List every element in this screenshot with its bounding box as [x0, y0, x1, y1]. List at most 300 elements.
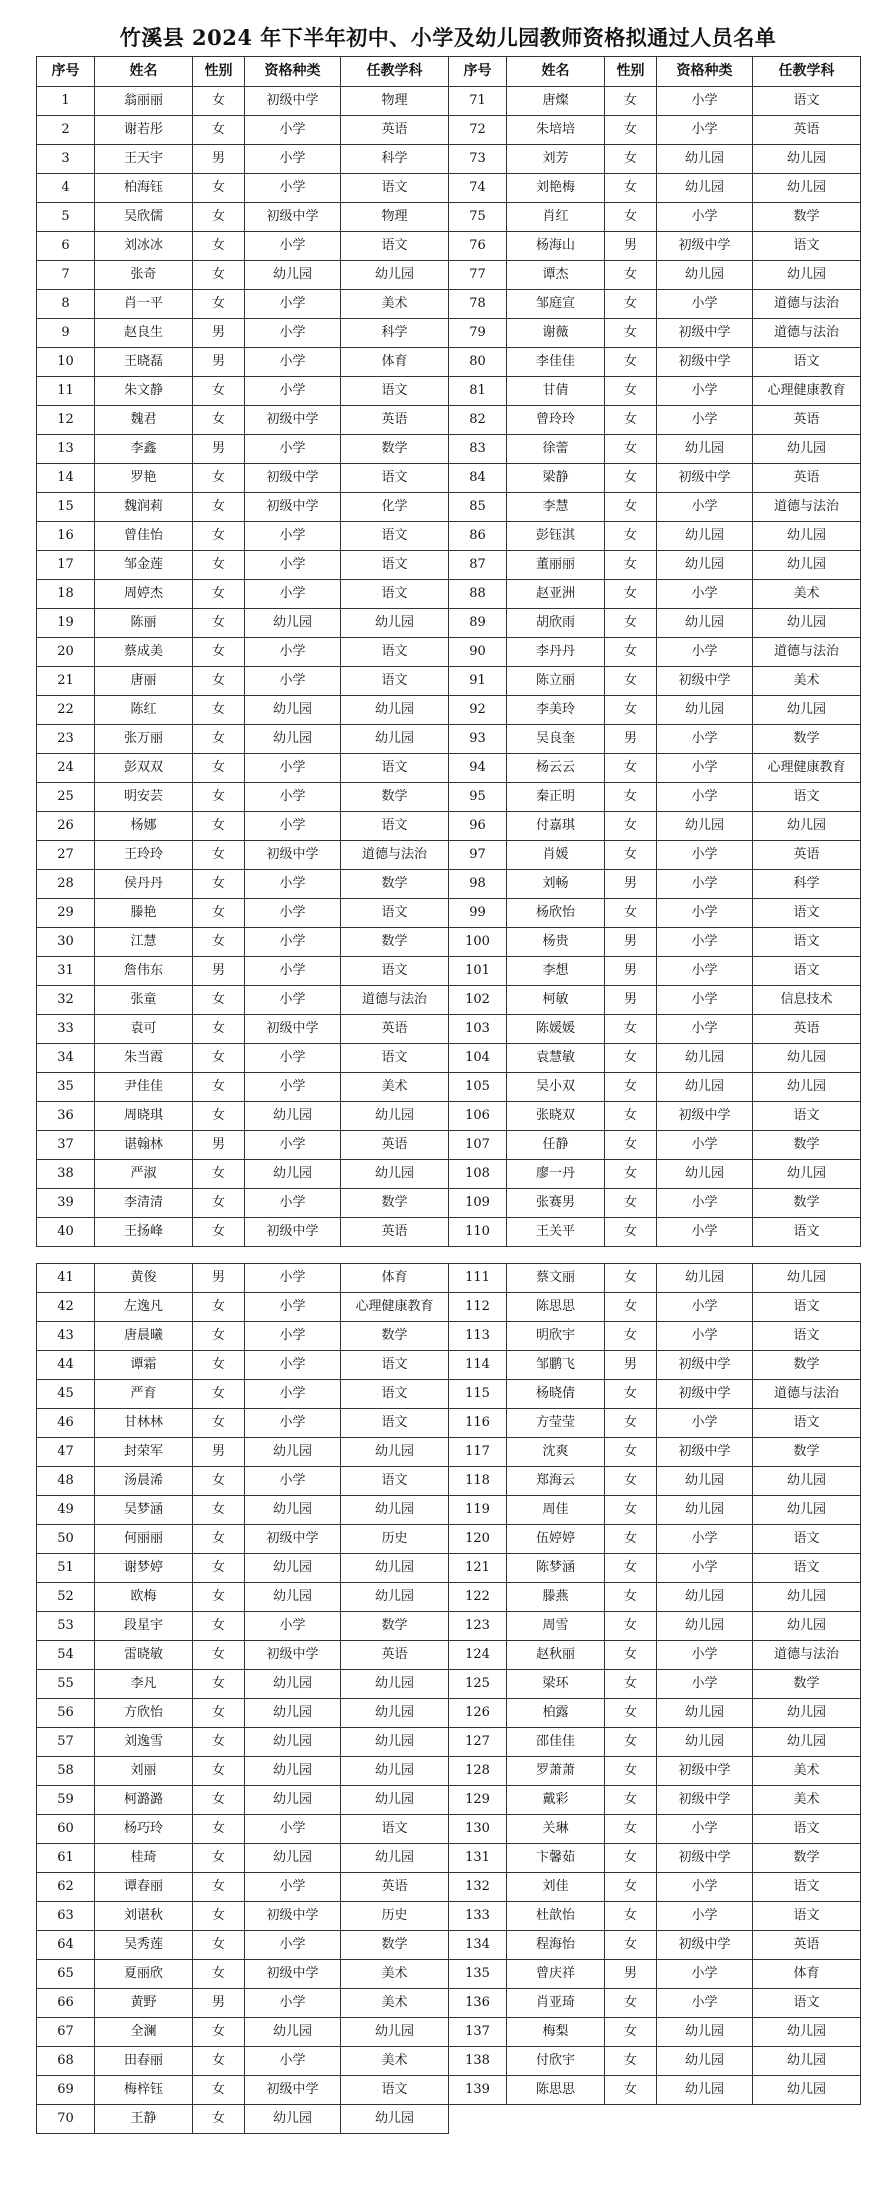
gender-cell: 女: [193, 1525, 245, 1554]
qualification-cell: 幼儿园: [245, 1583, 341, 1612]
name-cell: 何丽丽: [95, 1525, 193, 1554]
name-cell: 全澜: [95, 2018, 193, 2047]
gender-cell: 女: [605, 1293, 657, 1322]
gender-cell: 女: [193, 1467, 245, 1496]
seq-cell: 86: [449, 522, 507, 551]
seq-cell: 17: [37, 551, 95, 580]
subject-cell: 幼儿园: [341, 1438, 449, 1467]
seq-cell: 20: [37, 638, 95, 667]
qualification-cell: 小学: [657, 1902, 753, 1931]
gender-cell: 女: [605, 174, 657, 203]
gender-cell: 女: [605, 667, 657, 696]
subject-cell: 幼儿园: [753, 1044, 861, 1073]
gender-cell: 女: [605, 1015, 657, 1044]
subject-cell: 语文: [753, 1218, 861, 1247]
subject-cell: 语文: [341, 812, 449, 841]
name-cell: 唐晨曦: [95, 1322, 193, 1351]
qualification-cell: 幼儿园: [657, 609, 753, 638]
seq-cell: 78: [449, 290, 507, 319]
seq-cell: 29: [37, 899, 95, 928]
subject-cell: 语文: [341, 377, 449, 406]
subject-cell: 语文: [341, 522, 449, 551]
table-row: [37, 957, 861, 986]
name-cell: 彭钰淇: [507, 522, 605, 551]
qualification-cell: 幼儿园: [657, 145, 753, 174]
subject-cell: 科学: [341, 319, 449, 348]
name-cell: 张晓双: [507, 1102, 605, 1131]
qualification-cell: 小学: [245, 1264, 341, 1293]
qualification-cell: 小学: [245, 377, 341, 406]
gender-cell: 女: [193, 261, 245, 290]
seq-cell: 114: [449, 1351, 507, 1380]
subject-cell: 心理健康教育: [341, 1293, 449, 1322]
gender-cell: 女: [605, 1699, 657, 1728]
empty-cell: [605, 2105, 657, 2134]
name-cell: 朱培培: [507, 116, 605, 145]
subject-cell: 幼儿园: [753, 1160, 861, 1189]
gender-cell: 女: [193, 1844, 245, 1873]
qualification-cell: 初级中学: [245, 2076, 341, 2105]
seq-cell: 137: [449, 2018, 507, 2047]
gender-cell: 男: [193, 1264, 245, 1293]
subject-cell: 英语: [753, 1931, 861, 1960]
qualification-cell: 小学: [657, 1189, 753, 1218]
qualification-cell: 小学: [245, 870, 341, 899]
qualification-cell: 小学: [657, 957, 753, 986]
gender-cell: 女: [605, 1844, 657, 1873]
subject-cell: 幼儿园: [341, 1102, 449, 1131]
name-cell: 杨欣怡: [507, 899, 605, 928]
qualification-cell: 小学: [657, 928, 753, 957]
seq-cell: 64: [37, 1931, 95, 1960]
seq-cell: 120: [449, 1525, 507, 1554]
name-cell: 张万丽: [95, 725, 193, 754]
qualification-cell: 幼儿园: [245, 2018, 341, 2047]
gender-cell: 女: [605, 87, 657, 116]
subject-cell: 语文: [753, 1815, 861, 1844]
column-header: 任教学科: [341, 57, 449, 87]
seq-cell: 115: [449, 1380, 507, 1409]
name-cell: 李美玲: [507, 696, 605, 725]
name-cell: 唐丽: [95, 667, 193, 696]
seq-cell: 21: [37, 667, 95, 696]
subject-cell: 道德与法治: [753, 290, 861, 319]
gender-cell: 女: [605, 899, 657, 928]
name-cell: 封荣军: [95, 1438, 193, 1467]
gender-cell: 女: [193, 725, 245, 754]
subject-cell: 语文: [753, 957, 861, 986]
subject-cell: 幼儿园: [753, 609, 861, 638]
qualification-cell: 小学: [657, 1873, 753, 1902]
seq-cell: 60: [37, 1815, 95, 1844]
name-cell: 朱当霞: [95, 1044, 193, 1073]
name-cell: 魏润莉: [95, 493, 193, 522]
subject-cell: 数学: [341, 870, 449, 899]
qualification-cell: 初级中学: [657, 348, 753, 377]
gender-cell: 女: [193, 522, 245, 551]
seq-cell: 75: [449, 203, 507, 232]
subject-cell: 语文: [753, 1873, 861, 1902]
name-cell: 梅梨: [507, 2018, 605, 2047]
gender-cell: 女: [193, 1670, 245, 1699]
qualification-cell: 小学: [657, 203, 753, 232]
subject-cell: 英语: [753, 1015, 861, 1044]
qualification-cell: 小学: [245, 957, 341, 986]
qualification-cell: 幼儿园: [657, 1699, 753, 1728]
name-cell: 徐蕾: [507, 435, 605, 464]
gender-cell: 女: [193, 1218, 245, 1247]
qualification-cell: 小学: [245, 116, 341, 145]
gender-cell: 女: [193, 464, 245, 493]
gender-cell: 女: [605, 754, 657, 783]
table-row: [37, 1525, 861, 1554]
qualification-cell: 小学: [245, 1467, 341, 1496]
seq-cell: 10: [37, 348, 95, 377]
qualification-cell: 幼儿园: [245, 261, 341, 290]
name-cell: 刘逸雪: [95, 1728, 193, 1757]
table-row: [37, 174, 861, 203]
gender-cell: 女: [193, 696, 245, 725]
table-row: [37, 870, 861, 899]
qualification-cell: 小学: [657, 870, 753, 899]
seq-cell: 5: [37, 203, 95, 232]
seq-cell: 49: [37, 1496, 95, 1525]
qualification-cell: 初级中学: [245, 87, 341, 116]
table-row: [37, 551, 861, 580]
gender-cell: 女: [605, 841, 657, 870]
subject-cell: 信息技术: [753, 986, 861, 1015]
qualification-cell: 幼儿园: [245, 1786, 341, 1815]
name-cell: 周雪: [507, 1612, 605, 1641]
subject-cell: 幼儿园: [753, 174, 861, 203]
seq-cell: 88: [449, 580, 507, 609]
seq-cell: 18: [37, 580, 95, 609]
subject-cell: 科学: [753, 870, 861, 899]
gender-cell: 女: [193, 1015, 245, 1044]
name-cell: 梁环: [507, 1670, 605, 1699]
name-cell: 邹鹏飞: [507, 1351, 605, 1380]
gender-cell: 女: [193, 1728, 245, 1757]
seq-cell: 105: [449, 1073, 507, 1102]
gender-cell: 女: [605, 696, 657, 725]
seq-cell: 102: [449, 986, 507, 1015]
seq-cell: 118: [449, 1467, 507, 1496]
subject-cell: 数学: [753, 1131, 861, 1160]
seq-cell: 127: [449, 1728, 507, 1757]
empty-cell: [753, 2105, 861, 2134]
subject-cell: 幼儿园: [753, 2076, 861, 2105]
subject-cell: 语文: [753, 1989, 861, 2018]
seq-cell: 68: [37, 2047, 95, 2076]
gender-cell: 女: [605, 1189, 657, 1218]
seq-cell: 132: [449, 1873, 507, 1902]
subject-cell: 幼儿园: [341, 1160, 449, 1189]
subject-cell: 幼儿园: [753, 1728, 861, 1757]
subject-cell: 幼儿园: [753, 551, 861, 580]
gender-cell: 女: [605, 1131, 657, 1160]
seq-cell: 83: [449, 435, 507, 464]
subject-cell: 语文: [341, 957, 449, 986]
name-cell: 江慧: [95, 928, 193, 957]
subject-cell: 语文: [341, 1409, 449, 1438]
subject-cell: 英语: [753, 841, 861, 870]
name-cell: 王扬峰: [95, 1218, 193, 1247]
qualification-cell: 小学: [245, 1380, 341, 1409]
name-cell: 谭春丽: [95, 1873, 193, 1902]
seq-cell: 57: [37, 1728, 95, 1757]
seq-cell: 61: [37, 1844, 95, 1873]
seq-cell: 31: [37, 957, 95, 986]
seq-cell: 41: [37, 1264, 95, 1293]
subject-cell: 语文: [341, 1467, 449, 1496]
subject-cell: 幼儿园: [341, 1728, 449, 1757]
qualification-cell: 小学: [657, 377, 753, 406]
name-cell: 刘丽: [95, 1757, 193, 1786]
table-row: [37, 696, 861, 725]
gender-cell: 女: [193, 667, 245, 696]
name-cell: 明安芸: [95, 783, 193, 812]
subject-cell: 语文: [341, 232, 449, 261]
table-row: [37, 725, 861, 754]
seq-cell: 70: [37, 2105, 95, 2134]
qualification-cell: 小学: [657, 1960, 753, 1989]
table-row: [37, 1102, 861, 1131]
name-cell: 段星宇: [95, 1612, 193, 1641]
seq-cell: 54: [37, 1641, 95, 1670]
subject-cell: 幼儿园: [341, 261, 449, 290]
gender-cell: 女: [605, 1409, 657, 1438]
seq-cell: 94: [449, 754, 507, 783]
subject-cell: 语文: [341, 2076, 449, 2105]
table-row: [37, 1583, 861, 1612]
seq-cell: 79: [449, 319, 507, 348]
name-cell: 柏海钰: [95, 174, 193, 203]
seq-cell: 76: [449, 232, 507, 261]
seq-cell: 87: [449, 551, 507, 580]
table-row: [37, 841, 861, 870]
qualification-cell: 幼儿园: [657, 2076, 753, 2105]
name-cell: 曾玲玲: [507, 406, 605, 435]
seq-cell: 28: [37, 870, 95, 899]
subject-cell: 语文: [753, 232, 861, 261]
seq-cell: 129: [449, 1786, 507, 1815]
column-header: 姓名: [507, 57, 605, 87]
seq-cell: 92: [449, 696, 507, 725]
subject-cell: 幼儿园: [753, 522, 861, 551]
seq-cell: 34: [37, 1044, 95, 1073]
name-cell: 杨海山: [507, 232, 605, 261]
gender-cell: 女: [605, 1218, 657, 1247]
name-cell: 谭霜: [95, 1351, 193, 1380]
subject-cell: 幼儿园: [753, 1699, 861, 1728]
subject-cell: 数学: [753, 1844, 861, 1873]
qualification-cell: 小学: [245, 1351, 341, 1380]
subject-cell: 幼儿园: [341, 1757, 449, 1786]
empty-cell: [507, 2105, 605, 2134]
qualification-cell: 幼儿园: [245, 1160, 341, 1189]
seq-cell: 38: [37, 1160, 95, 1189]
table-row: [37, 1073, 861, 1102]
name-cell: 蔡文丽: [507, 1264, 605, 1293]
qualification-cell: 小学: [245, 522, 341, 551]
table-row: [37, 1612, 861, 1641]
name-cell: 方莹莹: [507, 1409, 605, 1438]
qualification-cell: 小学: [245, 783, 341, 812]
name-cell: 周婷杰: [95, 580, 193, 609]
seq-cell: 23: [37, 725, 95, 754]
table-row: [37, 261, 861, 290]
name-cell: 柏露: [507, 1699, 605, 1728]
name-cell: 谭杰: [507, 261, 605, 290]
subject-cell: 历史: [341, 1902, 449, 1931]
seq-cell: 56: [37, 1699, 95, 1728]
gender-cell: 女: [193, 1583, 245, 1612]
table-row: [37, 580, 861, 609]
seq-cell: 133: [449, 1902, 507, 1931]
seq-cell: 37: [37, 1131, 95, 1160]
gender-cell: 女: [605, 1073, 657, 1102]
table-row: [37, 1351, 861, 1380]
seq-cell: 74: [449, 174, 507, 203]
seq-cell: 112: [449, 1293, 507, 1322]
qualification-cell: 小学: [245, 1612, 341, 1641]
gender-cell: 女: [605, 1044, 657, 1073]
table-row: [37, 1044, 861, 1073]
table-row: [37, 1293, 861, 1322]
seq-cell: 109: [449, 1189, 507, 1218]
qualification-cell: 小学: [245, 1073, 341, 1102]
qualification-cell: 初级中学: [657, 319, 753, 348]
gender-cell: 女: [605, 1612, 657, 1641]
name-cell: 谢若彤: [95, 116, 193, 145]
qualification-cell: 小学: [245, 2047, 341, 2076]
gender-cell: 女: [193, 1873, 245, 1902]
qualification-cell: 幼儿园: [245, 1757, 341, 1786]
subject-cell: 数学: [341, 928, 449, 957]
subject-cell: 语文: [753, 1902, 861, 1931]
gender-cell: 女: [193, 1960, 245, 1989]
subject-cell: 幼儿园: [753, 1467, 861, 1496]
gender-cell: 男: [605, 957, 657, 986]
gender-cell: 女: [605, 1525, 657, 1554]
gender-cell: 女: [605, 1160, 657, 1189]
gender-cell: 女: [193, 1380, 245, 1409]
seq-cell: 58: [37, 1757, 95, 1786]
name-cell: 邹庭宣: [507, 290, 605, 319]
column-header: 序号: [449, 57, 507, 87]
teacher-table-1: [36, 56, 861, 1247]
gender-cell: 女: [605, 638, 657, 667]
seq-cell: 123: [449, 1612, 507, 1641]
seq-cell: 135: [449, 1960, 507, 1989]
name-cell: 赵秋丽: [507, 1641, 605, 1670]
seq-cell: 85: [449, 493, 507, 522]
subject-cell: 语文: [341, 1351, 449, 1380]
subject-cell: 英语: [341, 1015, 449, 1044]
table-body: [37, 1264, 861, 2134]
table-row: [37, 319, 861, 348]
subject-cell: 道德与法治: [341, 986, 449, 1015]
qualification-cell: 初级中学: [657, 1102, 753, 1131]
gender-cell: 女: [605, 493, 657, 522]
seq-cell: 62: [37, 1873, 95, 1902]
name-cell: 邹金莲: [95, 551, 193, 580]
gender-cell: 女: [605, 1815, 657, 1844]
gender-cell: 男: [193, 145, 245, 174]
gender-cell: 女: [193, 2018, 245, 2047]
name-cell: 詹伟东: [95, 957, 193, 986]
qualification-cell: 小学: [245, 1873, 341, 1902]
name-cell: 侯丹丹: [95, 870, 193, 899]
name-cell: 桂琦: [95, 1844, 193, 1873]
gender-cell: 女: [605, 203, 657, 232]
name-cell: 戴彩: [507, 1786, 605, 1815]
gender-cell: 女: [193, 1409, 245, 1438]
table-row: [37, 1844, 861, 1873]
subject-cell: 幼儿园: [753, 2018, 861, 2047]
gender-cell: 女: [193, 1815, 245, 1844]
name-cell: 李慧: [507, 493, 605, 522]
gender-cell: 女: [193, 406, 245, 435]
gender-cell: 女: [193, 899, 245, 928]
qualification-cell: 小学: [657, 1322, 753, 1351]
table-row: [37, 406, 861, 435]
name-cell: 明欣宇: [507, 1322, 605, 1351]
table-row: [37, 1641, 861, 1670]
subject-cell: 英语: [753, 464, 861, 493]
table-row: [37, 1989, 861, 2018]
seq-cell: 9: [37, 319, 95, 348]
column-header: 序号: [37, 57, 95, 87]
name-cell: 夏丽欣: [95, 1960, 193, 1989]
gender-cell: 女: [193, 377, 245, 406]
subject-cell: 美术: [753, 667, 861, 696]
qualification-cell: 小学: [657, 1218, 753, 1247]
name-cell: 滕燕: [507, 1583, 605, 1612]
seq-cell: 65: [37, 1960, 95, 1989]
name-cell: 任静: [507, 1131, 605, 1160]
table-row: [37, 290, 861, 319]
gender-cell: 女: [605, 522, 657, 551]
name-cell: 左逸凡: [95, 1293, 193, 1322]
table-row: [37, 1160, 861, 1189]
qualification-cell: 初级中学: [657, 1844, 753, 1873]
subject-cell: 幼儿园: [341, 1496, 449, 1525]
qualification-cell: 初级中学: [657, 667, 753, 696]
gender-cell: 男: [193, 957, 245, 986]
subject-cell: 幼儿园: [753, 261, 861, 290]
qualification-cell: 小学: [245, 1293, 341, 1322]
gender-cell: 女: [605, 1670, 657, 1699]
gender-cell: 女: [605, 1438, 657, 1467]
qualification-cell: 初级中学: [245, 1525, 341, 1554]
seq-cell: 113: [449, 1322, 507, 1351]
name-cell: 卞馨茹: [507, 1844, 605, 1873]
name-cell: 赵良生: [95, 319, 193, 348]
seq-cell: 50: [37, 1525, 95, 1554]
qualification-cell: 小学: [245, 667, 341, 696]
seq-cell: 89: [449, 609, 507, 638]
name-cell: 罗艳: [95, 464, 193, 493]
qualification-cell: 幼儿园: [657, 1583, 753, 1612]
gender-cell: 女: [193, 174, 245, 203]
seq-cell: 136: [449, 1989, 507, 2018]
seq-cell: 101: [449, 957, 507, 986]
qualification-cell: 小学: [245, 1989, 341, 2018]
qualification-cell: 小学: [245, 348, 341, 377]
table-row: [37, 2047, 861, 2076]
seq-cell: 36: [37, 1102, 95, 1131]
